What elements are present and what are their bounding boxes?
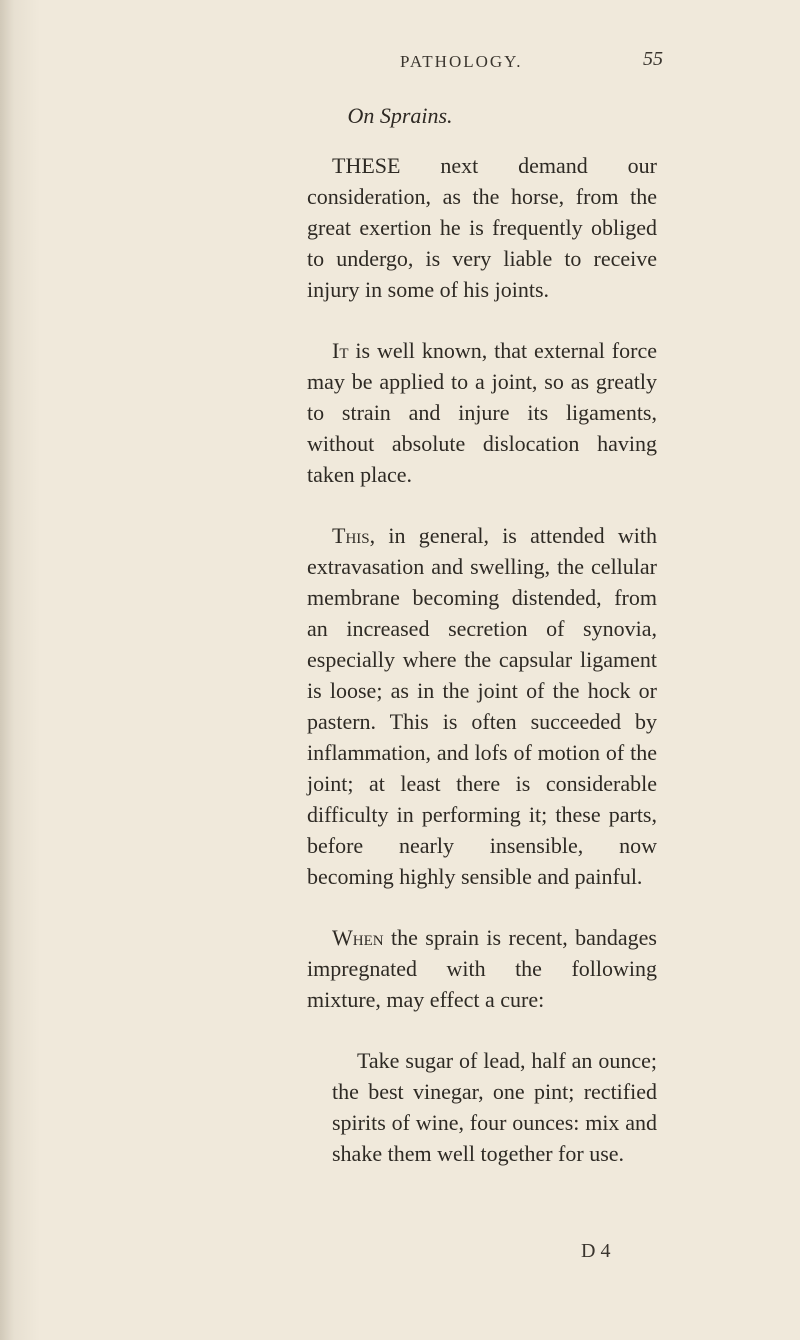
paragraph-text: in general, is attended with extravasation and swelling, the cellular membrane becoming distended, from an increased secretion of synovia, especially where the capsular ligament is loose; as in the joint of the hock or pastern. This is often succeeded by inflammation, and lofs of motion of the joint; at least there is considerable difficulty in performing it; these parts, before nearly insensible, now becoming highly sensible and painful.: [307, 523, 657, 889]
running-title: PATHOLOGY.: [400, 52, 523, 71]
paragraph-lead: It: [332, 338, 349, 363]
paragraph-lead: This,: [332, 523, 376, 548]
signature-mark: D 4: [581, 1240, 611, 1262]
paragraph-text: next demand our consideration, as the horse, from the great exertion he is frequently obliged to undergo, is very liable to receive injury in some of his joints.: [307, 153, 657, 302]
paragraph: [307, 150, 657, 305]
recipe-paragraph: Take sugar of lead, half an ounce; the best vinegar, one pint; rectified spirits of wine, four ounces: mix and shake them well together for use.: [332, 1048, 657, 1166]
paragraph-lead: When: [332, 925, 384, 950]
paragraph: [307, 922, 657, 1015]
body-text: [307, 150, 657, 1169]
page-number: 55: [643, 48, 663, 70]
paragraph: [307, 520, 657, 892]
paragraph-text: the sprain is recent, bandages impregnated with the following mixture, may effect a cure:: [307, 925, 657, 1012]
running-head: [0, 48, 800, 92]
section-title: On Sprains.: [347, 103, 453, 128]
paragraph-lead: THESE: [332, 153, 401, 178]
paragraph-text: is well known, that external force may be applied to a joint, so as greatly to strain and injure its ligaments, without absolute dislocation having taken place.: [307, 338, 657, 487]
paragraph: [307, 335, 657, 490]
